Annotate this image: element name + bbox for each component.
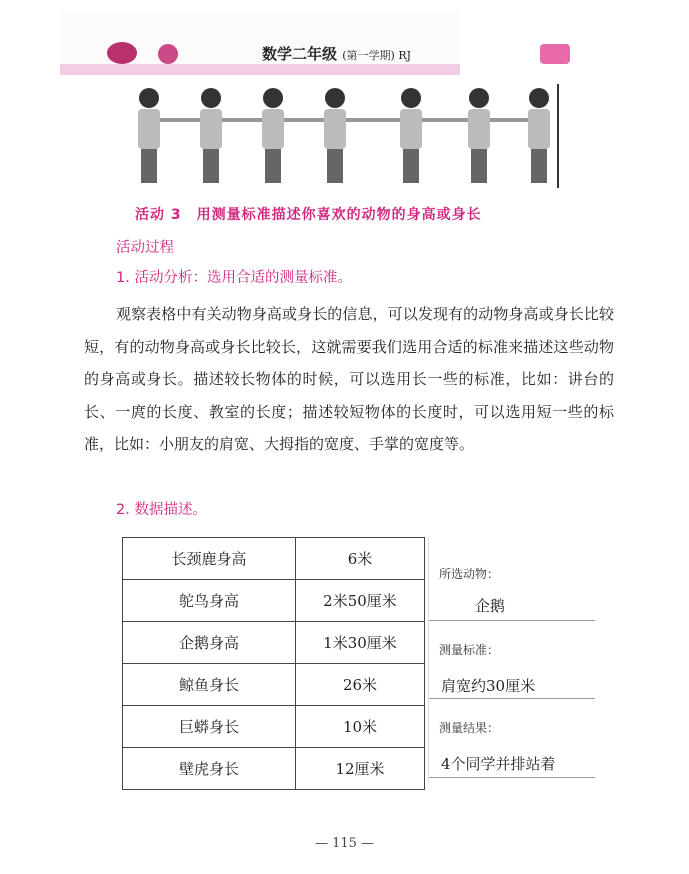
standard-answer: 肩宽约30厘米 <box>441 677 536 695</box>
page-number: — 115 — <box>314 836 375 851</box>
cell-item: 企鹅身高 <box>123 622 296 664</box>
result-answer: 4个同学并排站着 <box>441 755 556 773</box>
step1-heading: 1. 活动分析：选用合适的测量标准。 <box>116 270 352 286</box>
cell-value: 2米50厘米 <box>296 580 425 622</box>
decoration <box>107 42 137 64</box>
cell-item: 巨蟒身长 <box>123 706 296 748</box>
child <box>398 88 424 183</box>
cell-item: 壁虎身长 <box>123 748 296 790</box>
cell-item: 长颈鹿身高 <box>123 538 296 580</box>
child <box>466 88 492 183</box>
book-subtitle: (第一学期) RJ <box>342 49 412 62</box>
animal-table <box>122 537 425 790</box>
result-label: 测量结果： <box>439 721 500 735</box>
cell-value: 26米 <box>296 664 425 706</box>
standard-label: 测量标准： <box>439 643 500 657</box>
cell-value: 6米 <box>296 538 425 580</box>
child <box>136 88 162 183</box>
book-title: 数学二年级 <box>262 45 338 63</box>
cell-value: 10米 <box>296 706 425 748</box>
activity-title: 活动 3 用测量标准描述你喜欢的动物的身高或身长 <box>135 207 482 223</box>
answer-panel <box>428 537 595 783</box>
table-row <box>123 706 425 748</box>
body-paragraph: 观察表格中有关动物身高或身长的信息，可以发现有的动物身高或身长比较短，有的动物身高或身长比较长，这就需要我们选用合适的标准来描述这些动物的身高或身长。描述较长物体的时候，可以选用长一些的标准，比如：讲台的长、一庹的长度、教室的长度；描述较短物体的长度时，可以选用短一些的标准，比如：小朋友的肩宽、大拇指的宽度、手掌的宽度等。 <box>84 305 614 454</box>
header-band <box>60 64 460 75</box>
step2-heading: 2. 数据描述。 <box>116 502 207 518</box>
child <box>198 88 224 183</box>
house-decoration <box>540 44 570 64</box>
pole <box>557 84 559 188</box>
animal-answer: 企鹅 <box>475 597 506 615</box>
header-title <box>262 43 411 64</box>
answer-line <box>429 620 595 621</box>
table-row <box>123 622 425 664</box>
decoration <box>158 44 178 64</box>
answer-line <box>429 698 595 699</box>
process-heading: 活动过程 <box>116 240 174 256</box>
cell-value: 1米30厘米 <box>296 622 425 664</box>
animal-label: 所选动物： <box>439 567 500 581</box>
answer-line <box>429 777 595 778</box>
children-photo <box>130 84 560 190</box>
child <box>526 88 552 183</box>
table-row <box>123 748 425 790</box>
cell-item: 鲸鱼身长 <box>123 664 296 706</box>
table-row <box>123 580 425 622</box>
cell-item: 鸵鸟身高 <box>123 580 296 622</box>
child <box>322 88 348 183</box>
cell-value: 12厘米 <box>296 748 425 790</box>
table-row <box>123 664 425 706</box>
child <box>260 88 286 183</box>
table-row <box>123 538 425 580</box>
